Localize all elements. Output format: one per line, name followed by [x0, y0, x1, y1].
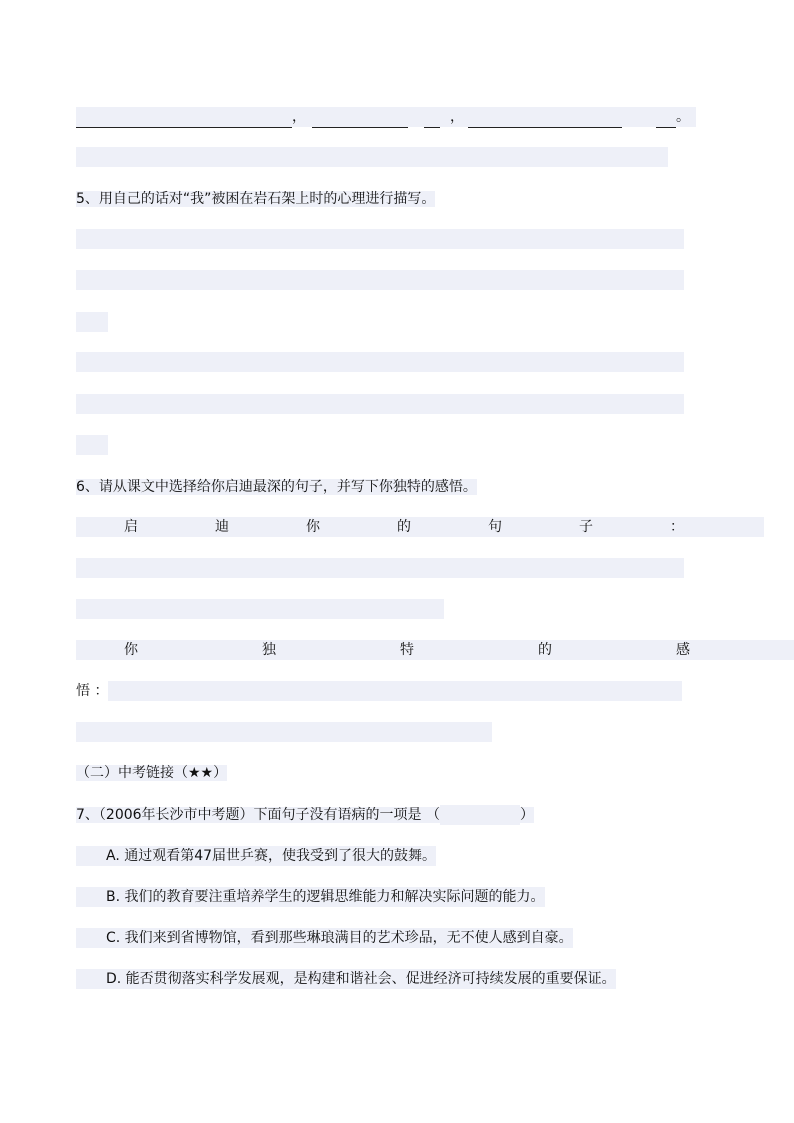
- label-char: 的: [397, 519, 411, 535]
- option-a: A. 通过观看第47届世乒赛，使我受到了很大的鼓舞。: [76, 846, 436, 866]
- answer-blank[interactable]: [656, 107, 676, 128]
- answer-line[interactable]: [76, 312, 108, 332]
- answer-blank[interactable]: [440, 805, 520, 825]
- answer-blank[interactable]: [424, 107, 440, 128]
- answer-line[interactable]: [76, 229, 684, 249]
- answer-line[interactable]: [76, 147, 668, 167]
- unique-insight-label: [76, 640, 794, 660]
- answer-blank[interactable]: [312, 107, 408, 128]
- label-char: 启: [124, 519, 138, 535]
- inspiring-sentence-label: [76, 517, 764, 537]
- answer-line[interactable]: [76, 722, 492, 742]
- option-b: B. 我们的教育要注重培养学生的逻辑思维能力和解决实际问题的能力。: [76, 887, 545, 907]
- unique-insight-label-cont: [76, 681, 688, 701]
- comma: ，: [292, 109, 306, 125]
- option-c: C. 我们来到省博物馆，看到那些琳琅满目的艺术珍品，无不使人感到自豪。: [76, 928, 573, 948]
- answer-line[interactable]: [76, 394, 684, 414]
- label-char: 句: [488, 519, 502, 535]
- label-char: 你: [124, 642, 138, 658]
- label-char: 感: [676, 642, 690, 658]
- answer-line[interactable]: [76, 352, 684, 372]
- label-char: 独: [262, 642, 276, 658]
- end-mark: 。: [676, 109, 690, 125]
- comma: ，: [450, 109, 464, 125]
- answer-blank[interactable]: [108, 681, 682, 701]
- label-char: 子: [579, 519, 593, 535]
- label-char: 特: [400, 642, 414, 658]
- fill-in-row: [76, 107, 696, 127]
- question-5: 5、用自己的话对“我”被困在岩石架上时的心理进行描写。: [76, 191, 436, 207]
- answer-line[interactable]: [76, 435, 108, 455]
- label-char: 你: [306, 519, 320, 535]
- label-char: 迪: [215, 519, 229, 535]
- question-7: 7、（2006年长沙市中考题）下面句子没有语病的一项是 （ ）: [76, 807, 534, 823]
- answer-line[interactable]: [76, 599, 444, 619]
- answer-blank[interactable]: [468, 107, 622, 128]
- label-text: 悟 ：: [76, 683, 109, 699]
- option-d: D. 能否贯彻落实科学发展观，是构建和谐社会、促进经济可持续发展的重要保证。: [76, 969, 616, 989]
- question-6: 6、请从课文中选择给你启迪最深的句子，并写下你独特的感悟。: [76, 479, 477, 495]
- section-title: （二）中考链接（★★）: [76, 765, 228, 781]
- answer-line[interactable]: [76, 270, 684, 290]
- answer-blank[interactable]: [76, 107, 292, 128]
- label-char: ：: [670, 519, 684, 535]
- label-char: 的: [538, 642, 552, 658]
- answer-line[interactable]: [76, 558, 684, 578]
